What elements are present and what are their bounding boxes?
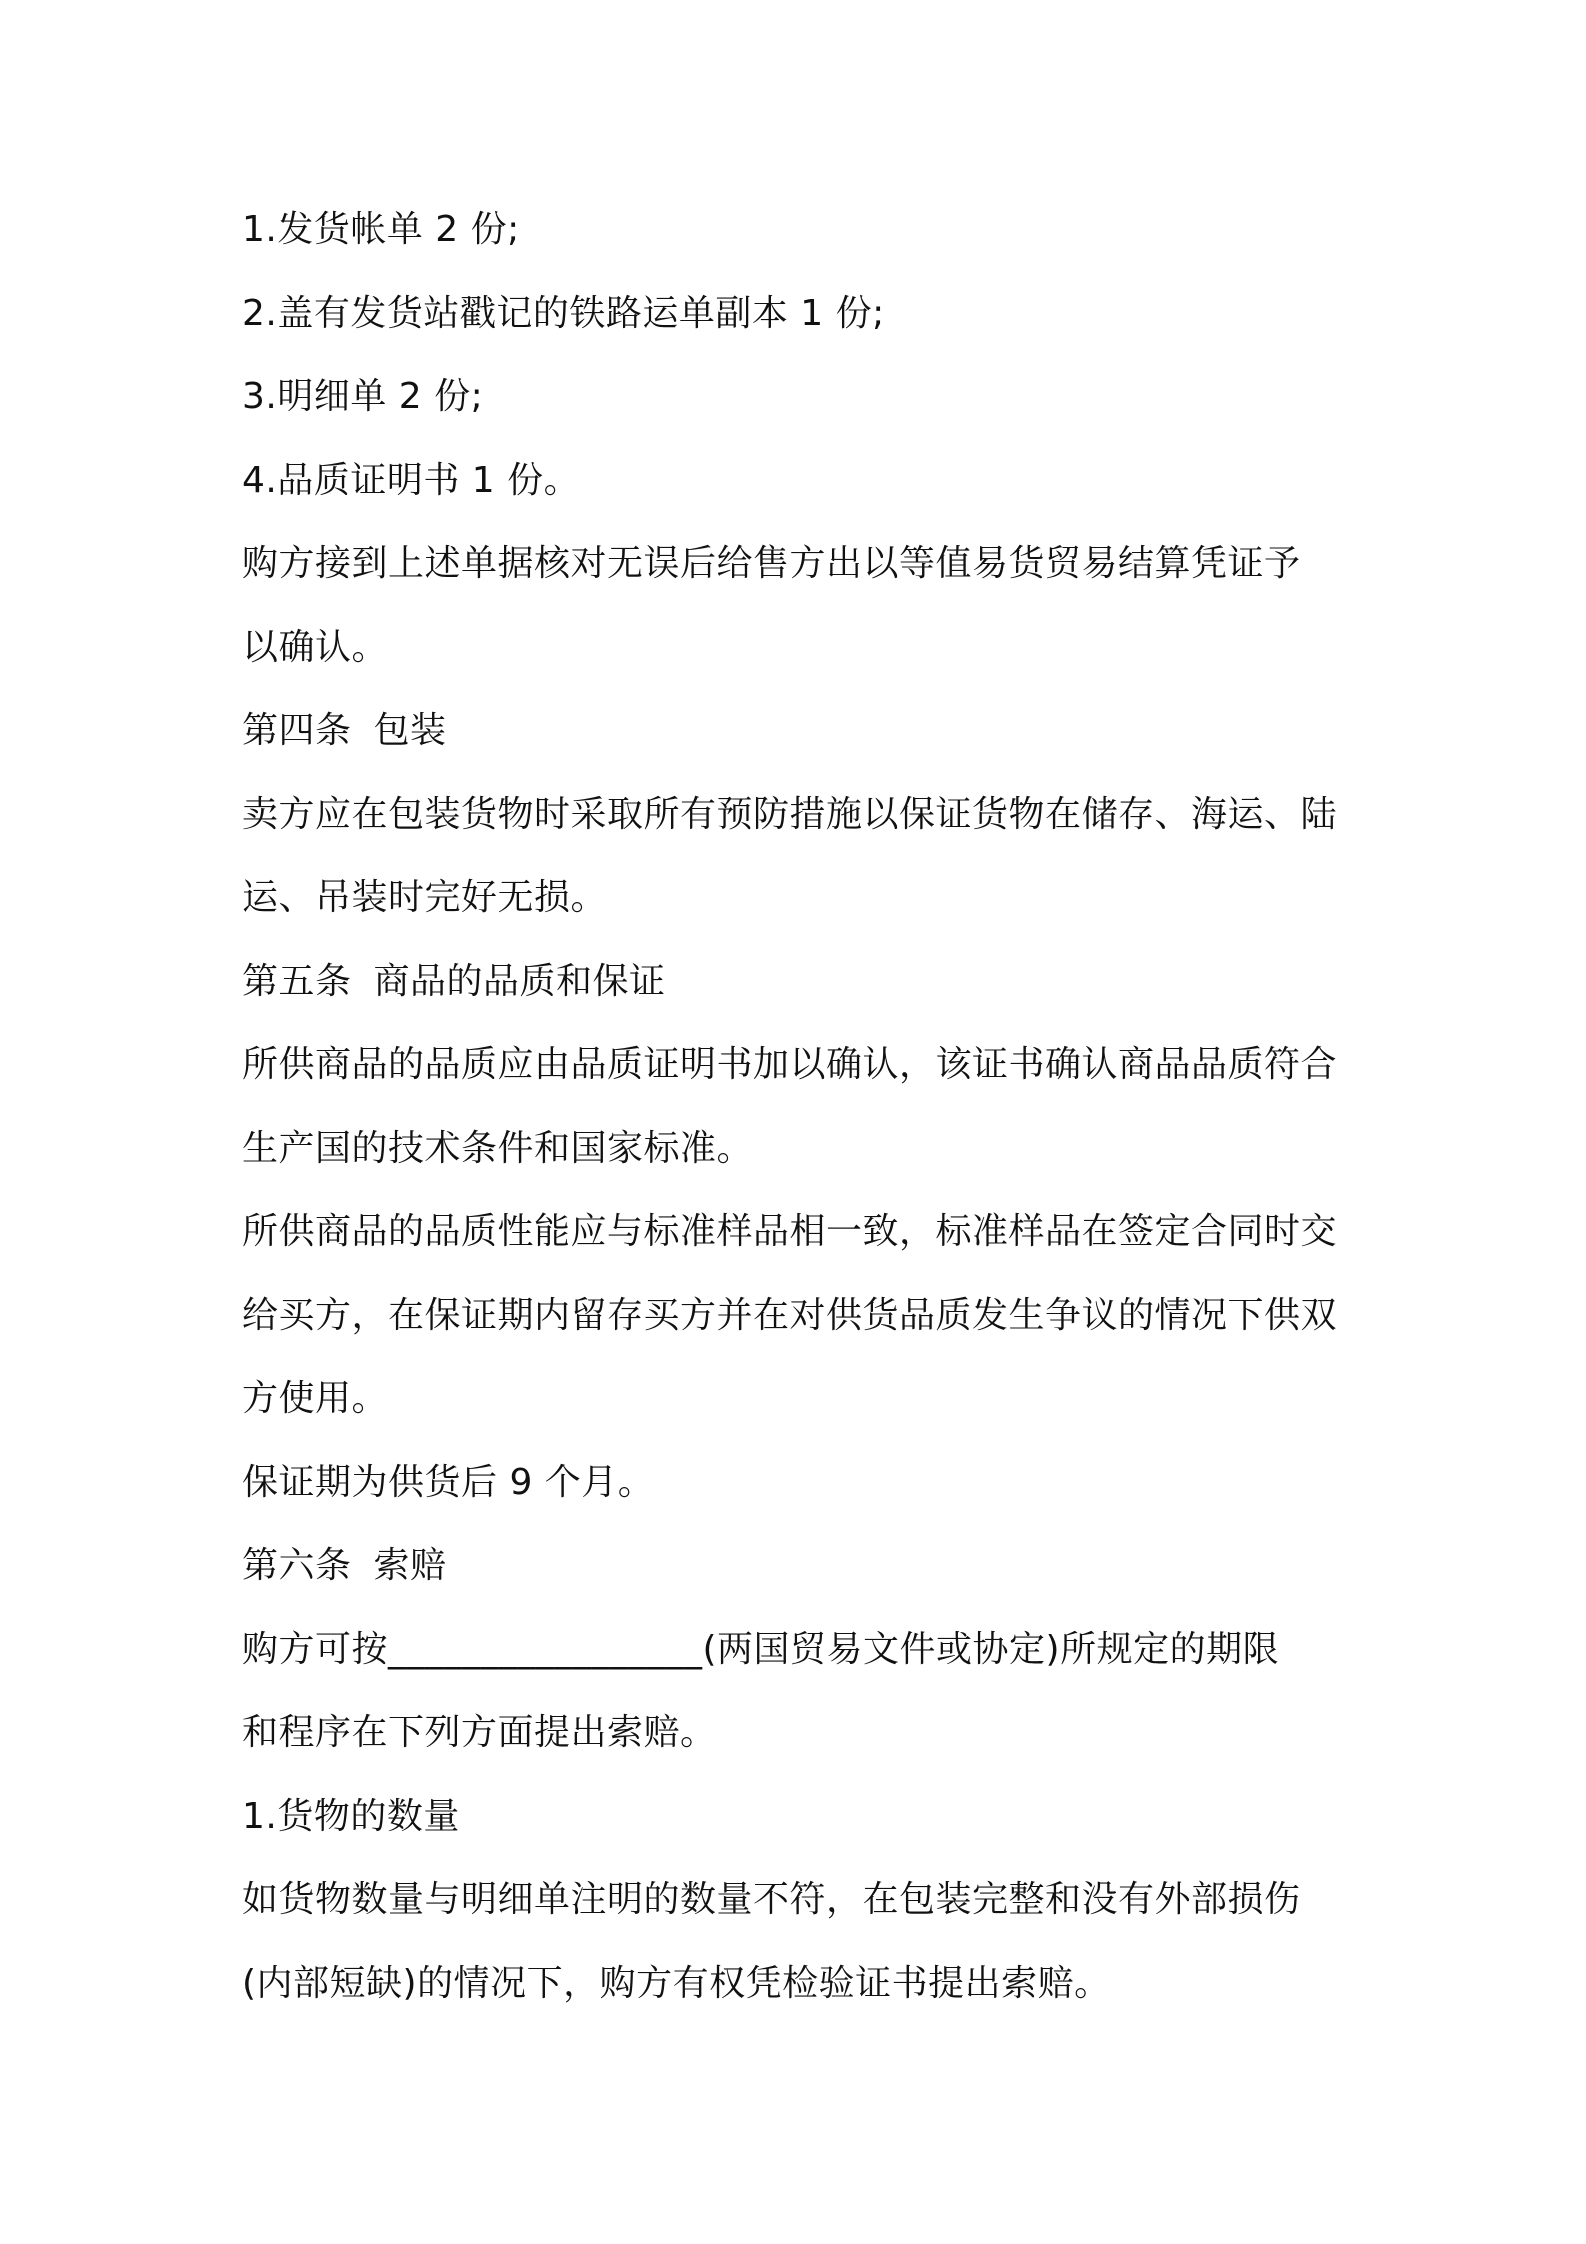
article-5-heading <box>242 948 1362 1032</box>
paragraph-confirmation-line-1: 购方接到上述单据核对无误后给售方出以等值易货贸易结算凭证予 <box>242 543 1301 584</box>
article-5-number: 第五条 <box>242 960 352 1002</box>
list-item-quality-certificate: 4.品质证明书 1 份。 <box>242 459 581 501</box>
paragraph-confirmation-line-2: 以确认。 <box>242 626 389 668</box>
paragraph-packaging-line-1: 卖方应在包装货物时采取所有预防措施以保证货物在储存、海运、陆 <box>242 793 1338 835</box>
paragraph-quantity-line-2: (内部短缺)的情况下，购方有权凭检验证书提出索赔。 <box>242 1962 1111 2004</box>
paragraph-warranty-period: 保证期为供货后 9 个月。 <box>242 1461 655 1503</box>
article-6-heading <box>242 1532 1362 1616</box>
article-4-number: 第四条 <box>242 710 352 751</box>
list-item-waybill: 2.盖有发货站戳记的铁路运单副本 1 份; <box>242 292 885 334</box>
paragraph-sample-line-3: 方使用。 <box>242 1378 389 1419</box>
paragraph-claim-line-2: 和程序在下列方面提出索赔。 <box>242 1712 717 1753</box>
paragraph-quality-line-2: 生产国的技术条件和国家标准。 <box>242 1127 754 1169</box>
document-body <box>242 196 1362 2033</box>
paragraph-quantity-line-1: 如货物数量与明细单注明的数量不符，在包装完整和没有外部损伤 <box>242 1879 1301 1920</box>
article-6-title: 索赔 <box>373 1545 447 1586</box>
paragraph-claim-line-1: 购方可按_________________(两国贸易文件或协定)所规定的期限 <box>242 1628 1280 1670</box>
subheading-quantity: 1.货物的数量 <box>242 1795 460 1837</box>
list-item-invoice: 1.发货帐单 2 份; <box>242 209 520 250</box>
list-item-detail-list: 3.明细单 2 份; <box>242 376 484 417</box>
article-4-title: 包装 <box>373 710 447 751</box>
paragraph-packaging-line-2: 运、吊装时完好无损。 <box>242 877 608 918</box>
article-5-title: 商品的品质和保证 <box>373 960 666 1002</box>
article-4-heading <box>242 697 1362 781</box>
paragraph-sample-line-1: 所供商品的品质性能应与标准样品相一致，标准样品在签定合同时交 <box>242 1211 1338 1252</box>
article-6-number: 第六条 <box>242 1545 352 1586</box>
paragraph-sample-line-2: 给买方，在保证期内留存买方并在对供货品质发生争议的情况下供双 <box>242 1294 1338 1336</box>
paragraph-quality-line-1: 所供商品的品质应由品质证明书加以确认，该证书确认商品品质符合 <box>242 1044 1338 1085</box>
